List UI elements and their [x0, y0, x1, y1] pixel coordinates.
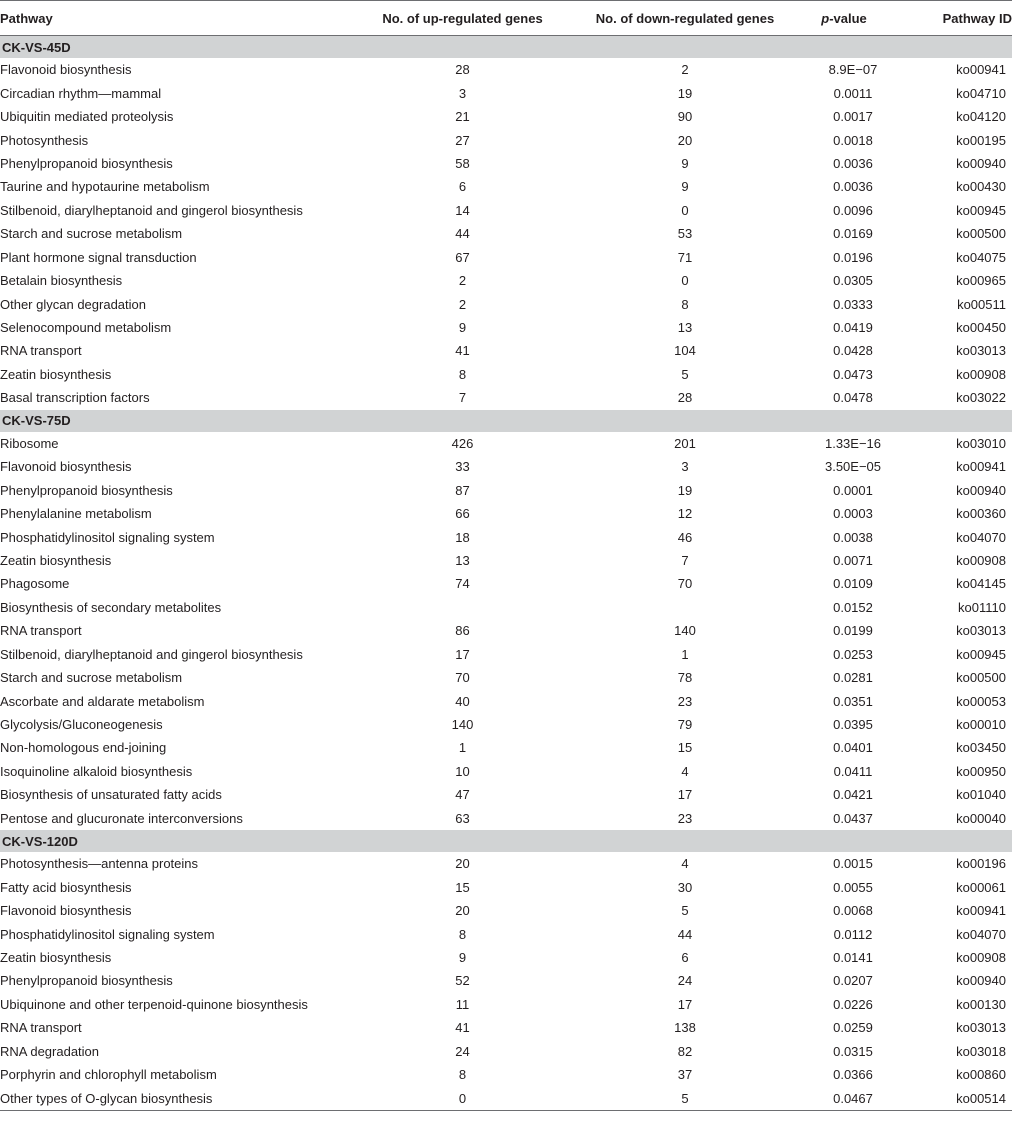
pathway-name-cell: Glycolysis/Gluconeogenesis	[0, 717, 163, 733]
p-value-cell: 0.0038	[833, 529, 873, 545]
pathway-name-cell: Photosynthesis	[0, 132, 89, 148]
table-row	[0, 292, 1012, 315]
table-row	[0, 246, 1012, 269]
table-row	[0, 1016, 1012, 1039]
pathway-id-cell: ko00061	[956, 879, 1006, 895]
down-regulated-cell	[585, 596, 785, 619]
pathway-id-cell: ko04120	[956, 109, 1006, 125]
up-regulated-cell: 8	[458, 366, 467, 382]
p-value-cell: 0.0259	[833, 1020, 873, 1036]
up-regulated-cell: 70	[455, 670, 470, 686]
p-value-cell: 0.0411	[833, 763, 873, 779]
up-regulated-cell: 41	[455, 1020, 470, 1036]
up-regulated-cell: 3	[458, 85, 467, 101]
header-down-regulated: No. of down-regulated genes	[585, 1, 785, 36]
up-regulated-cell: 0	[340, 1086, 585, 1110]
pathway-id-cell: ko00941	[956, 62, 1006, 78]
table-row	[0, 549, 1012, 572]
header-pathway-id: Pathway ID	[903, 1, 1012, 36]
pathway-id-cell: ko00941	[956, 459, 1006, 475]
p-value-cell: 0.0253	[833, 646, 873, 662]
down-regulated-cell: 20	[677, 132, 693, 148]
pathway-name-cell: RNA transport	[0, 343, 82, 359]
down-regulated-cell: 0	[681, 202, 689, 218]
pathway-id-cell: ko00040	[956, 810, 1006, 826]
table-row	[0, 946, 1012, 969]
pathway-id-cell: ko00360	[956, 506, 1006, 522]
pathway-id-cell: ko00940	[956, 155, 1006, 171]
pathway-name-cell: Zeatin biosynthesis	[0, 949, 112, 965]
header-pathway: Pathway	[0, 1, 340, 36]
pathway-name-cell: Plant hormone signal transduction	[0, 249, 197, 265]
pathway-name-cell: Betalain biosynthesis	[0, 273, 123, 289]
down-regulated-cell: 5	[681, 366, 689, 382]
down-regulated-cell: 37	[677, 1067, 693, 1083]
table-row	[0, 316, 1012, 339]
p-value-cell: 0.0036	[833, 179, 873, 195]
down-regulated-cell: 19	[677, 482, 693, 498]
p-value-cell: 0.0473	[833, 366, 873, 382]
down-regulated-cell: 30	[677, 879, 693, 895]
p-value-cell: 0.0196	[833, 249, 873, 265]
up-regulated-cell: 18	[455, 529, 470, 545]
pathway-id-cell: ko00950	[956, 763, 1006, 779]
table-row	[0, 502, 1012, 525]
p-value-cell: 0.0096	[833, 202, 873, 218]
pathway-id-cell: ko00053	[956, 693, 1006, 709]
up-regulated-cell: 8	[458, 1067, 467, 1083]
p-value-cell: 0.0419	[833, 320, 873, 336]
down-regulated-cell: 44	[677, 926, 693, 942]
p-value-cell: 0.0152	[833, 599, 873, 615]
table-row	[0, 175, 1012, 198]
pathway-id-cell: ko03018	[956, 1043, 1006, 1059]
pathway-id-cell: ko00940	[956, 482, 1006, 498]
table-row	[0, 969, 1012, 992]
p-value-cell: 0.0428	[833, 343, 873, 359]
down-regulated-cell: 24	[677, 973, 693, 989]
pathway-name-cell: Ascorbate and aldarate metabolism	[0, 693, 205, 709]
down-regulated-cell: 7	[681, 552, 689, 568]
table-row	[0, 339, 1012, 362]
down-regulated-cell: 23	[677, 810, 693, 826]
down-regulated-cell: 4	[681, 763, 689, 779]
up-regulated-cell: 33	[455, 459, 470, 475]
down-regulated-cell: 140	[674, 623, 696, 639]
table-row	[0, 619, 1012, 642]
pathway-name-cell: Stilbenoid, diarylheptanoid and gingerol biosynthesis	[0, 646, 303, 662]
pathway-name-cell: Stilbenoid, diarylheptanoid and gingerol biosynthesis	[0, 202, 303, 218]
pathway-id-cell: ko04070	[956, 926, 1006, 942]
p-value-cell: 0.0015	[833, 856, 873, 872]
pathway-id-cell: ko03022	[956, 390, 1006, 406]
up-regulated-cell: 27	[455, 132, 470, 148]
p-value-cell: 0.0478	[833, 390, 873, 406]
pathway-name-cell: RNA transport	[0, 1020, 82, 1036]
p-value-cell: 0.0366	[833, 1067, 873, 1083]
p-value-cell: 0.0467	[785, 1086, 903, 1110]
table-row	[0, 643, 1012, 666]
pathway-id-cell: ko00908	[956, 552, 1006, 568]
pathway-name-cell: Biosynthesis of unsaturated fatty acids	[0, 787, 222, 803]
up-regulated-cell: 8	[458, 926, 467, 942]
pathway-id-cell: ko04145	[956, 576, 1006, 592]
down-regulated-cell: 17	[677, 996, 693, 1012]
header-row	[0, 1, 1012, 36]
table-row	[0, 1063, 1012, 1086]
pathway-name-cell: Phenylpropanoid biosynthesis	[0, 482, 173, 498]
down-regulated-cell: 23	[677, 693, 693, 709]
down-regulated-cell: 1	[681, 646, 689, 662]
pathway-name-cell: RNA transport	[0, 623, 82, 639]
p-value-cell: 0.0112	[833, 926, 873, 942]
pathway-name-cell: Flavonoid biosynthesis	[0, 62, 132, 78]
p-value-cell: 0.0281	[833, 670, 873, 686]
up-regulated-cell: 7	[458, 390, 467, 406]
pathway-id-cell: ko00010	[956, 717, 1006, 733]
table-row	[0, 852, 1012, 875]
table-row	[0, 386, 1012, 409]
pathway-id-cell: ko00908	[956, 366, 1006, 382]
pathway-name-cell: Zeatin biosynthesis	[0, 552, 112, 568]
pathway-name-cell: Phenylalanine metabolism	[0, 506, 152, 522]
down-regulated-cell: 79	[677, 717, 693, 733]
pathway-name-cell: Phosphatidylinositol signaling system	[0, 926, 215, 942]
down-regulated-cell: 28	[677, 390, 693, 406]
table-row	[0, 222, 1012, 245]
p-value-cell: 0.0437	[833, 810, 873, 826]
table-row	[0, 783, 1012, 806]
down-regulated-cell: 71	[677, 249, 693, 265]
pathway-id-cell: ko00860	[956, 1067, 1006, 1083]
pathway-name-cell: Starch and sucrose metabolism	[0, 670, 183, 686]
table-header	[0, 1, 1012, 36]
up-regulated-cell: 86	[455, 623, 470, 639]
p-value-cell: 0.0226	[833, 996, 873, 1012]
up-regulated-cell: 2	[458, 273, 467, 289]
p-value-cell: 0.0401	[833, 740, 873, 756]
table-row	[0, 269, 1012, 292]
table-row	[0, 736, 1012, 759]
pathway-name-cell: Phosphatidylinositol signaling system	[0, 529, 215, 545]
p-value-cell: 0.0036	[833, 155, 873, 171]
pathway-name-cell: Circadian rhythm—mammal	[0, 85, 162, 101]
up-regulated-cell: 40	[455, 693, 470, 709]
pathway-id-cell: ko00908	[956, 949, 1006, 965]
table-row	[0, 105, 1012, 128]
table-row	[0, 1086, 1012, 1110]
down-regulated-cell: 104	[674, 343, 696, 359]
up-regulated-cell: 1	[458, 740, 467, 756]
pathway-id-cell: ko04075	[956, 249, 1006, 265]
p-value-cell: 0.0068	[833, 903, 873, 919]
table-body	[0, 36, 1012, 1111]
down-regulated-cell: 138	[674, 1020, 696, 1036]
up-regulated-cell: 9	[458, 320, 467, 336]
down-regulated-cell: 12	[677, 506, 693, 522]
p-value-cell: 0.0315	[833, 1043, 873, 1059]
up-regulated-cell: 15	[455, 879, 470, 895]
pathway-name-cell: Porphyrin and chlorophyll metabolism	[0, 1067, 217, 1083]
pathway-name-cell: Phagosome	[0, 576, 70, 592]
p-value-cell: 0.0333	[833, 296, 873, 312]
p-value-cell: 0.0055	[833, 879, 873, 895]
pathway-name-cell: Zeatin biosynthesis	[0, 366, 112, 382]
pathway-id-cell: ko00450	[956, 320, 1006, 336]
down-regulated-cell: 46	[677, 529, 693, 545]
p-value-cell: 0.0018	[833, 132, 873, 148]
pathway-id-cell: ko00196	[956, 856, 1006, 872]
up-regulated-cell: 6	[458, 179, 467, 195]
p-value-cell: 0.0207	[833, 973, 873, 989]
up-regulated-cell: 87	[455, 482, 470, 498]
table-row	[0, 455, 1012, 478]
up-regulated-cell: 47	[455, 787, 470, 803]
table-row	[0, 363, 1012, 386]
pathway-name-cell: RNA degradation	[0, 1043, 100, 1059]
down-regulated-cell: 5	[585, 1086, 785, 1110]
up-regulated-cell: 2	[458, 296, 467, 312]
pathway-id-cell: ko00500	[956, 670, 1006, 686]
up-regulated-cell: 9	[458, 949, 467, 965]
down-regulated-cell: 70	[677, 576, 693, 592]
down-regulated-cell: 78	[677, 670, 693, 686]
section-title: CK-VS-75D	[0, 410, 1012, 432]
table-row	[0, 81, 1012, 104]
header-p-value	[785, 1, 903, 36]
table-row	[0, 713, 1012, 736]
up-regulated-cell: 74	[455, 576, 470, 592]
pathway-id-cell: ko03450	[956, 740, 1006, 756]
down-regulated-cell: 0	[681, 273, 689, 289]
pathway-id-cell: ko00430	[956, 179, 1006, 195]
up-regulated-cell: 41	[455, 343, 470, 359]
pathway-id-cell: ko00514	[903, 1086, 1012, 1110]
table-row	[0, 478, 1012, 501]
pathway-id-cell: ko00940	[956, 973, 1006, 989]
up-regulated-cell: 10	[455, 763, 470, 779]
section-header-row	[0, 830, 1012, 852]
pathway-name-cell: Ribosome	[0, 435, 59, 451]
pathway-id-cell: ko00511	[957, 296, 1006, 312]
table-row	[0, 596, 1012, 619]
up-regulated-cell: 66	[455, 506, 470, 522]
up-regulated-cell: 67	[455, 249, 470, 265]
pathway-id-cell: ko01040	[956, 787, 1006, 803]
table-row	[0, 922, 1012, 945]
pathway-name-cell: Biosynthesis of secondary metabolites	[0, 599, 222, 615]
p-value-cell: 0.0011	[833, 85, 873, 101]
pathway-id-cell: ko03013	[956, 343, 1006, 359]
down-regulated-cell: 82	[677, 1043, 693, 1059]
header-up-regulated: No. of up-regulated genes	[340, 1, 585, 36]
down-regulated-cell: 4	[681, 856, 689, 872]
pathway-name-cell: Phenylpropanoid biosynthesis	[0, 155, 173, 171]
up-regulated-cell: 17	[455, 646, 470, 662]
up-regulated-cell: 21	[455, 109, 470, 125]
down-regulated-cell: 201	[674, 435, 696, 451]
p-value-cell: 0.0421	[833, 787, 873, 803]
up-regulated-cell: 28	[455, 62, 470, 78]
pathway-name-cell: Flavonoid biosynthesis	[0, 459, 132, 475]
table-row	[0, 152, 1012, 175]
p-value-cell: 3.50E−05	[824, 459, 882, 475]
up-regulated-cell: 426	[451, 435, 474, 451]
pathway-name-cell: Flavonoid biosynthesis	[0, 903, 132, 919]
down-regulated-cell: 5	[681, 903, 689, 919]
table-row	[0, 128, 1012, 151]
pathway-id-cell: ko00945	[956, 202, 1006, 218]
p-value-cell: 0.0351	[833, 693, 873, 709]
down-regulated-cell: 6	[681, 949, 689, 965]
table-row	[0, 875, 1012, 898]
pathway-name-cell: Pentose and glucuronate interconversions	[0, 810, 243, 826]
pathway-name-cell: Photosynthesis—antenna proteins	[0, 856, 199, 872]
p-value-cell: 0.0017	[833, 109, 873, 125]
pathway-id-cell: ko03010	[956, 435, 1006, 451]
p-value-cell: 0.0169	[833, 226, 873, 242]
section-header-row	[0, 410, 1012, 432]
down-regulated-cell: 90	[677, 109, 693, 125]
up-regulated-cell: 140	[451, 717, 474, 733]
up-regulated-cell: 11	[455, 996, 470, 1012]
pathway-name-cell: Non-homologous end-joining	[0, 740, 167, 756]
pathway-name-cell: Phenylpropanoid biosynthesis	[0, 973, 173, 989]
p-value-cell: 8.9E−07	[828, 62, 878, 78]
up-regulated-cell: 20	[455, 903, 470, 919]
down-regulated-cell: 9	[681, 155, 689, 171]
table-row	[0, 993, 1012, 1016]
down-regulated-cell: 15	[677, 740, 693, 756]
table-row	[0, 199, 1012, 222]
pathway-name-cell: Other types of O-glycan biosynthesis	[0, 1086, 340, 1110]
down-regulated-cell: 2	[681, 62, 689, 78]
down-regulated-cell: 8	[681, 296, 689, 312]
pathway-id-cell: ko00965	[956, 273, 1006, 289]
pathway-name-cell: Fatty acid biosynthesis	[0, 879, 132, 895]
p-value-cell: 0.0141	[833, 949, 873, 965]
p-value-cell: 0.0071	[833, 552, 873, 568]
table-row	[0, 807, 1012, 830]
up-regulated-cell: 24	[455, 1043, 470, 1059]
pathway-id-cell: ko00130	[956, 996, 1006, 1012]
table-row	[0, 432, 1012, 455]
down-regulated-cell: 3	[681, 459, 689, 475]
pathway-name-cell: Other glycan degradation	[0, 296, 146, 312]
p-value-cell: 0.0001	[833, 482, 873, 498]
pathway-name-cell: Starch and sucrose metabolism	[0, 226, 183, 242]
header-p-italic: p	[821, 10, 830, 26]
up-regulated-cell	[340, 596, 585, 619]
pathway-name-cell: Isoquinoline alkaloid biosynthesis	[0, 763, 193, 779]
pathway-name-cell: Ubiquitin mediated proteolysis	[0, 109, 174, 125]
table-row	[0, 572, 1012, 595]
table-row	[0, 760, 1012, 783]
down-regulated-cell: 17	[677, 787, 693, 803]
pathway-name-cell: Selenocompound metabolism	[0, 320, 172, 336]
p-value-cell: 1.33E−16	[824, 435, 882, 451]
section-title: CK-VS-45D	[0, 36, 1012, 59]
up-regulated-cell: 13	[455, 552, 470, 568]
down-regulated-cell: 13	[677, 320, 693, 336]
up-regulated-cell: 63	[455, 810, 470, 826]
up-regulated-cell: 14	[455, 202, 470, 218]
pathway-id-cell: ko03013	[956, 623, 1006, 639]
up-regulated-cell: 58	[455, 155, 470, 171]
pathway-id-cell: ko04070	[956, 529, 1006, 545]
pathway-name-cell: Taurine and hypotaurine metabolism	[0, 179, 210, 195]
down-regulated-cell: 9	[681, 179, 689, 195]
down-regulated-cell: 19	[677, 85, 693, 101]
p-value-cell: 0.0395	[833, 717, 873, 733]
up-regulated-cell: 20	[455, 856, 470, 872]
p-value-cell: 0.0109	[833, 576, 873, 592]
p-value-cell: 0.0199	[833, 623, 873, 639]
pathway-name-cell: Ubiquinone and other terpenoid-quinone biosynthesis	[0, 996, 308, 1012]
pathway-id-cell: ko00941	[956, 903, 1006, 919]
table-row	[0, 899, 1012, 922]
header-p-rest: -value	[829, 10, 867, 26]
table-row	[0, 58, 1012, 81]
up-regulated-cell: 52	[455, 973, 470, 989]
section-title: CK-VS-120D	[0, 830, 1012, 852]
table-row	[0, 666, 1012, 689]
p-value-cell: 0.0305	[833, 273, 873, 289]
p-value-cell: 0.0003	[833, 506, 873, 522]
down-regulated-cell: 53	[677, 226, 693, 242]
table-row	[0, 1040, 1012, 1063]
pathway-id-cell: ko00195	[956, 132, 1006, 148]
table-row	[0, 525, 1012, 548]
pathway-id-cell: ko03013	[956, 1020, 1006, 1036]
up-regulated-cell: 44	[455, 226, 470, 242]
pathway-id-cell: ko01110	[958, 599, 1006, 615]
table-row	[0, 689, 1012, 712]
pathway-id-cell: ko00500	[956, 226, 1006, 242]
pathway-name-cell: Basal transcription factors	[0, 390, 150, 406]
pathway-id-cell: ko04710	[956, 85, 1006, 101]
pathway-id-cell: ko00945	[956, 646, 1006, 662]
section-header-row	[0, 36, 1012, 59]
